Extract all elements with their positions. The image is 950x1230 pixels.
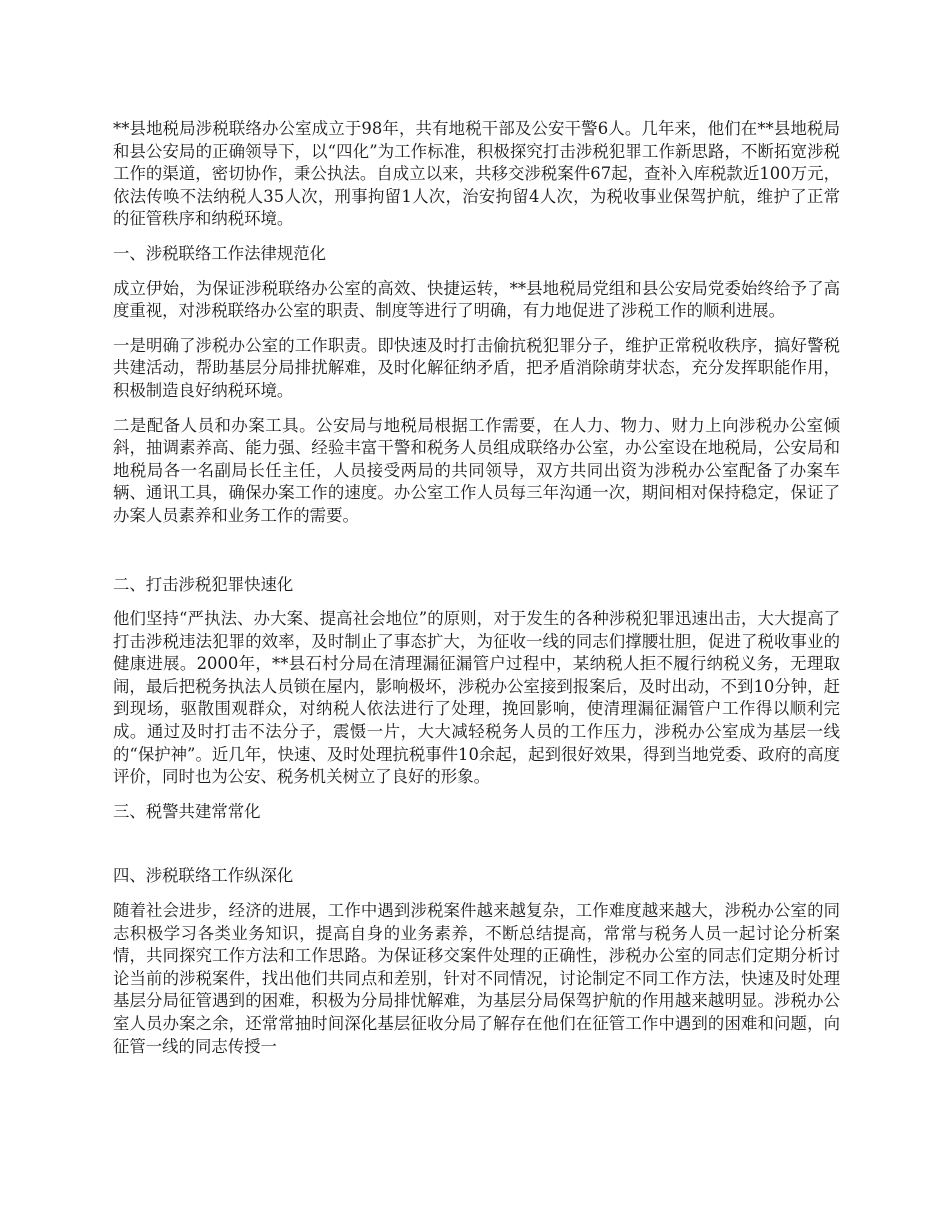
section-3-heading: 三、税警共建常常化	[113, 801, 261, 821]
section-1-paragraph-1: 成立伊始，为保证涉税联络办公室的高效、快捷运转，**县地税局党组和县公安局党委始终给予了高度重视，对涉税联络办公室的职责、制度等进行了明确，有力地促进了涉税工作的顺利进展。	[113, 278, 840, 321]
section-2-paragraph-1: 他们坚持“严执法、办大案、提高社会地位”的原则，对于发生的各种涉税犯罪迅速出击，大大提高了打击涉税违法犯罪的效率，及时制止了事态扩大，为征收一线的同志们撑腰壮胆，促进了税收事业的健康进展。2000年，**县石村分局在清理漏征漏管户过程中，某纳税人拒不履行纳税义务，无理取闹，最后把税务执法人员锁在屋内，影响极坏，涉税办公室接到报案后，及时出动，不到10分钟，赶到现场，驱散围观群众，对纳税人依法进行了处理，挽回影响，使清理漏征漏管户工作得以顺利完成。通过及时打击不法分子，震慑一片，大大减轻税务人员的工作压力，涉税办公室成为基层一线的“保护神”。近几年，快速、及时处理抗税事件10余起，起到很好效果，得到当地党委、政府的高度评价，同时也为公安、税务机关树立了良好的形象。	[113, 609, 840, 787]
document-body	[113, 118, 840, 1070]
section-1-paragraph-3: 二是配备人员和办案工具。公安局与地税局根据工作需要，在人力、物力、财力上向涉税办公室倾斜，抽调素养高、能力强、经验丰富干警和税务人员组成联络办公室，办公室设在地税局，公安局和地税局各一名副局长任主任，人员接受两局的共同领导，双方共同出资为涉税办公室配备了办案车辆、通讯工具，确保办案工作的速度。办公室工作人员每三年沟通一次，期间相对保持稳定，保证了办案人员素养和业务工作的需要。	[113, 415, 840, 525]
intro-paragraph: **县地税局涉税联络办公室成立于98年，共有地税干部及公安干警6人。几年来，他们在**县地税局和县公安局的正确领导下，以“四化”为工作标准，积极探究打击涉税犯罪工作新思路，不断拓宽涉税工作的渠道，密切协作，秉公执法。自成立以来，共移交涉税案件67起，查补入库税款近100万元，依法传唤不法纳税人35人次，刑事拘留1人次，治安拘留4人次，为税收事业保驾护航，维护了正常的征管秩序和纳税环境。	[113, 119, 840, 229]
section-1-paragraph-2: 一是明确了涉税办公室的工作职责。即快速及时打击偷抗税犯罪分子，维护正常税收秩序，搞好警税共建活动，帮助基层分局排扰解难，及时化解征纳矛盾，把矛盾消除萌芽状态，充分发挥职能作用，积极制造良好纳税环境。	[113, 335, 840, 400]
section-4-heading: 四、涉税联络工作纵深化	[113, 866, 294, 886]
blank-spacer	[113, 835, 840, 865]
blank-spacer	[113, 540, 840, 574]
section-1-heading: 一、涉税联络工作法律规范化	[113, 243, 327, 263]
section-2-heading: 二、打击涉税犯罪快速化	[113, 574, 294, 594]
section-4-paragraph-1: 随着社会进步，经济的进展，工作中遇到涉税案件越来越复杂，工作难度越来越大，涉税办公室的同志积极学习各类业务知识，提高自身的业务素养，不断总结提高，常常与税务人员一起讨论分析案情，共同探究工作方法和工作思路。为保证移交案件处理的正确性，涉税办公室的同志们定期分析讨论当前的涉税案件，找出他们共同点和差别，针对不同情况，讨论制定不同工作方法，快速及时处理基层分局征管遇到的困难，积极为分局排忧解难，为基层分局保驾护航的作用越来越明显。涉税办公室人员办案之余，还常常抽时间深化基层征收分局了解存在他们在征管工作中遇到的困难和问题，向征管一线的同志传授一	[113, 901, 840, 1056]
